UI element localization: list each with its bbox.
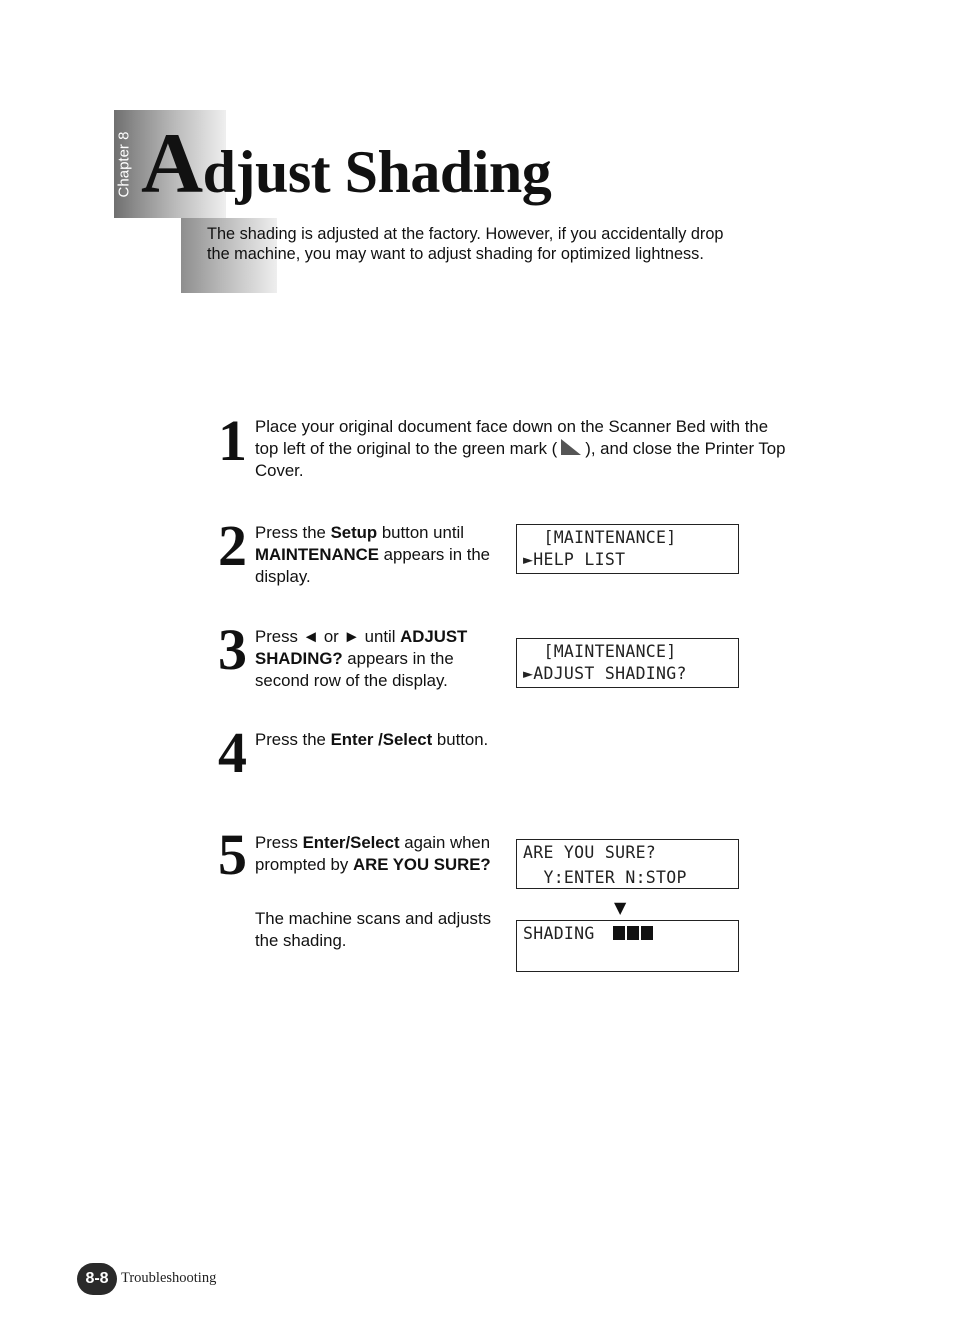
step-1-text [255,416,795,482]
lcd-line-1: [MAINTENANCE] [523,642,677,661]
lcd-line-1: ARE YOU SURE? [523,843,657,862]
step-3-text [255,626,500,692]
step-5-subtext: The machine scans and adjusts the shading. [255,909,492,950]
step-3-text-2: appears in the second row of the display. [255,649,454,690]
step-5-progress-display [516,920,739,972]
step-4-text [255,729,655,751]
page-number-badge: 8-8 [77,1263,117,1295]
step-1-text-b: ), and close the Printer Top Cover. [255,439,786,480]
chapter-label-text: Chapter 8 [115,131,133,197]
step-3-display [516,638,739,688]
lcd-progress-label: SHADING [523,924,595,943]
progress-blocks-icon [613,924,655,946]
lcd-line-2: Y:ENTER N:STOP [523,868,687,887]
step-4-number: 4 [218,720,247,785]
step-5-bold-are-you-sure: ARE YOU SURE? [352,855,491,874]
step-3-text-1: Press ◄ or ► until [255,627,401,646]
step-2-bold-setup: Setup [330,523,378,542]
step-4-bold-enter-select: Enter /Select [330,730,433,749]
step-2-bold-maintenance: MAINTENANCE [255,545,379,564]
step-3-number: 3 [218,617,247,682]
step-1-text-a: Place your original document face down on the Scanner Bed with the top left of the original to the green mark ( [255,417,769,458]
lcd-line-2: ►HELP LIST [523,550,626,569]
page-title [141,115,552,217]
down-arrow-icon: ▼ [614,898,627,917]
footer-section-name: Troubleshooting [121,1270,217,1286]
step-2-text [255,522,495,588]
step-4-text-2: button. [432,730,489,749]
chapter-label [114,110,134,218]
step-2-text-3: appears in the display. [255,545,491,586]
step-5-text-2: again when prompted by [255,833,491,874]
step-5-confirm-display [516,839,739,889]
step-2-text-1: Press the [255,523,331,542]
step-2-display [516,524,739,574]
green-mark-icon [561,439,581,455]
step-5-bold-enter-select: Enter/Select [302,833,400,852]
lcd-progress-line [523,923,738,945]
step-2-text-2: button until [377,523,464,542]
step-4-text-1: Press the [255,730,331,749]
step-5-text-1: Press [255,833,303,852]
lcd-line-1: [MAINTENANCE] [523,528,677,547]
title-rest: djust Shading [202,139,552,205]
step-2-number: 2 [218,513,247,578]
step-5-text [255,832,500,876]
lcd-line-2: ►ADJUST SHADING? [523,664,687,683]
step-3-bold-adjust-shading: ADJUST SHADING? [255,627,468,668]
title-initial: A [141,115,203,211]
intro-paragraph: The shading is adjusted at the factory. However, if you accidentally drop the machine, you may want to adjust shading for optimized lightness. [207,225,724,263]
step-5-number: 5 [218,822,247,887]
step-1-number: 1 [218,408,247,473]
